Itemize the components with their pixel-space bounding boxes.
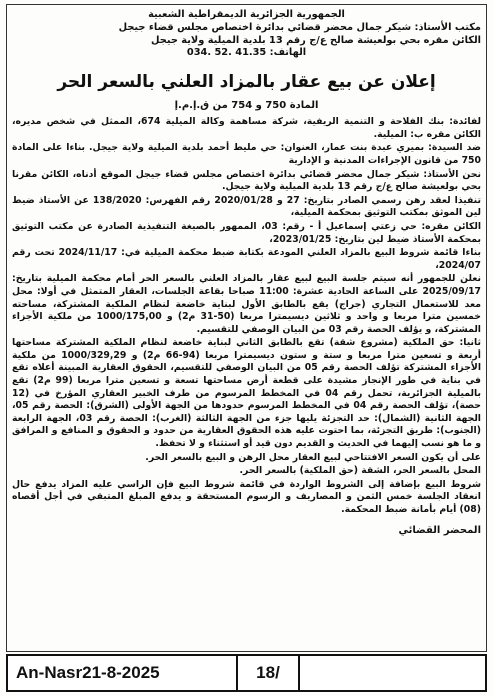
paragraph-conditions-list: بناءا قائمة شروط البيع بالمزاد العلني المودعة بكتابة ضبط محكمة الميلية في: 2024/11/17 تحت رقم 2024/07، <box>12 247 481 271</box>
phone-number: الهاتف: 41.35 .52 .034 <box>186 47 307 58</box>
paragraph-opening-price: على أن يكون السعر الافتتاحي لبيع العقار محل الرهن و البيع بالسعر الحر. <box>145 451 481 463</box>
page-number: 18/ <box>238 656 300 690</box>
paragraph-free-price: المحل بالسعر الحر، الشقة (حق الملكية) بالسعر الحر. <box>239 465 481 477</box>
paragraph-second-property: ثانيا: حق الملكية (مشروع شقة) تقع بالطابق الثاني لبناية خاضعة لنظام الملكية المشتركة مساحتها أربعة و تسعين مترا مربعا و ستة و ستون ديسيمترا مربعا (94-66 م2) و 1000/329,29 من ملكية الأجزاء المشتركة تؤلف الحصة رقم 05 من البيان الوصفي للتقسيم، الحقوق العقارية المبينة أعلاه تقع في بناية في طور الإنجاز مشيدة على قطعة أرض مساحتها تسعة و تسعين مترا مربعا (99 م2) تقع بالميلية الجزائرية، تحمل رقم 04 في المخطط المرسوم من طرف الخبير العقاري المؤرخ في (12 حصة)، تؤلف الحصة رقم 04 في المخطط المرسوم حدودها من الجهة الأولى (الشرق): الحصة رقم 05، الجهة الثانية (الشمال): حد التجزئة يليها جزء من الجهة الثالثة (الغرب): الحصة رقم 03، الجهة الرابعة (الجنوب): طريق التجزئة، بما احتوت عليه هذه الحقوق العقارية من حدود و الحقوق و المنافع و المرافق و ما هو نسب إليهما في الحديث و القديم دون قيد أو استثناء و لا تحفظ. <box>12 337 481 450</box>
republic-heading: الجمهورية الجزائرية الديمقراطية الشعبية <box>148 9 345 20</box>
newspaper-edition: An-Nasr21-8-2025 <box>8 656 238 690</box>
page-footer <box>6 654 487 692</box>
paragraph-debtor: ضد السيدة: بميري عبدة بنت عمار، العنوان: حي مليط أحمد بلدية الميلية ولاية جيجل. بناءا على المادة 750 من قانون الإجراءات المدنية و الإدارية <box>12 142 481 166</box>
paragraph-notary-office: الكائن مقره: حي زعتي إسماعيل أ - رقم: 03، الممهور بالصيغة التنفيذية الصادرة عن مكتب التوثيق بمحكمة الأستاذ ضيط لين بتاريخ: 2023/01/25، <box>12 220 481 245</box>
announcement-content <box>12 8 481 648</box>
paragraph-mortgage-deed: تنفيذا لعقد رهن رسمي الصادر بتاريخ: 27 و 2020/01/28 رقم الفهرس: 138/2020 عن الأستاذ ضيط لين الموثق بمكتب التوثيق بمحكمة الميلية، <box>12 194 481 219</box>
signature: المحضر القضائي <box>398 524 481 536</box>
paragraph-beneficiary: لفائدة: بنك الفلاحة و التنمية الريفية، شركة مساهمة وكالة الميلية 674، الممثل في شخص مديره، الكائن مقره ب: الميلية. <box>12 116 481 140</box>
office-line-2: الكائن مقره بحي بولعيشة صالح ع/ج رقم 13 بلدية الميلية ولاية جيجل <box>151 35 481 46</box>
article-reference: المادة 750 و 754 من ق.إ.م.إ <box>174 99 319 111</box>
paragraph-sale-conditions: شروط البيع بإضافة إلى الشروط الواردة في قائمة شروط البيع فإن الراسي عليه المزاد يدفع حال انعقاد الجلسة خمس الثمن و المصاريف و الرسوم المستحقة و يدفع المبلغ المتبقي في أجل أقصاه (08) أيام بأمانة ضبط المحكمة. <box>12 478 481 515</box>
office-line-1: مكتب الأستاذ: شيكر جمال محضر قضائي بدائرة اختصاص مجلس قضاء جيجل <box>118 22 481 33</box>
paragraph-sale-notice: نعلن للجمهور أنه سيتم جلسة البيع لبيع عقار بالمزاد العلني بالسعر الحر أمام محكمة الميلية بتاريخ: 2025/09/17 على الساعة الحادية عشرة: 11:00 صباحا بقاعة الجلسات، العقار المتمثل في أولا: محل معد للاستعمال التجاري (جراج) يقع بالطابق الأول لبناية خاضعة لنظام الملكية المشتركة، مساحته خمسين مترا مربعا و واحد و ثلاثين ديسيمترا مربعا (50-31 م2) و 1000/175,00 من ملكية الأجزاء المشتركة، و يؤلف الحصة رقم 03 من البيان الوصفي للتقسيم. <box>12 273 481 335</box>
announcement-title: إعلان عن بيع عقار بالمزاد العلني بالسعر الحر <box>57 71 436 92</box>
paragraph-bailiff: نحن الأستاذ: شيكر جمال محضر قضائي بدائرة اختصاص مجلس قضاء جيجل الموقع أدناه، الكائن مقرنا بحي بولعيشة صالح ع/ج رقم 13 بلدية الميلية ولاية جيجل. <box>12 168 481 193</box>
